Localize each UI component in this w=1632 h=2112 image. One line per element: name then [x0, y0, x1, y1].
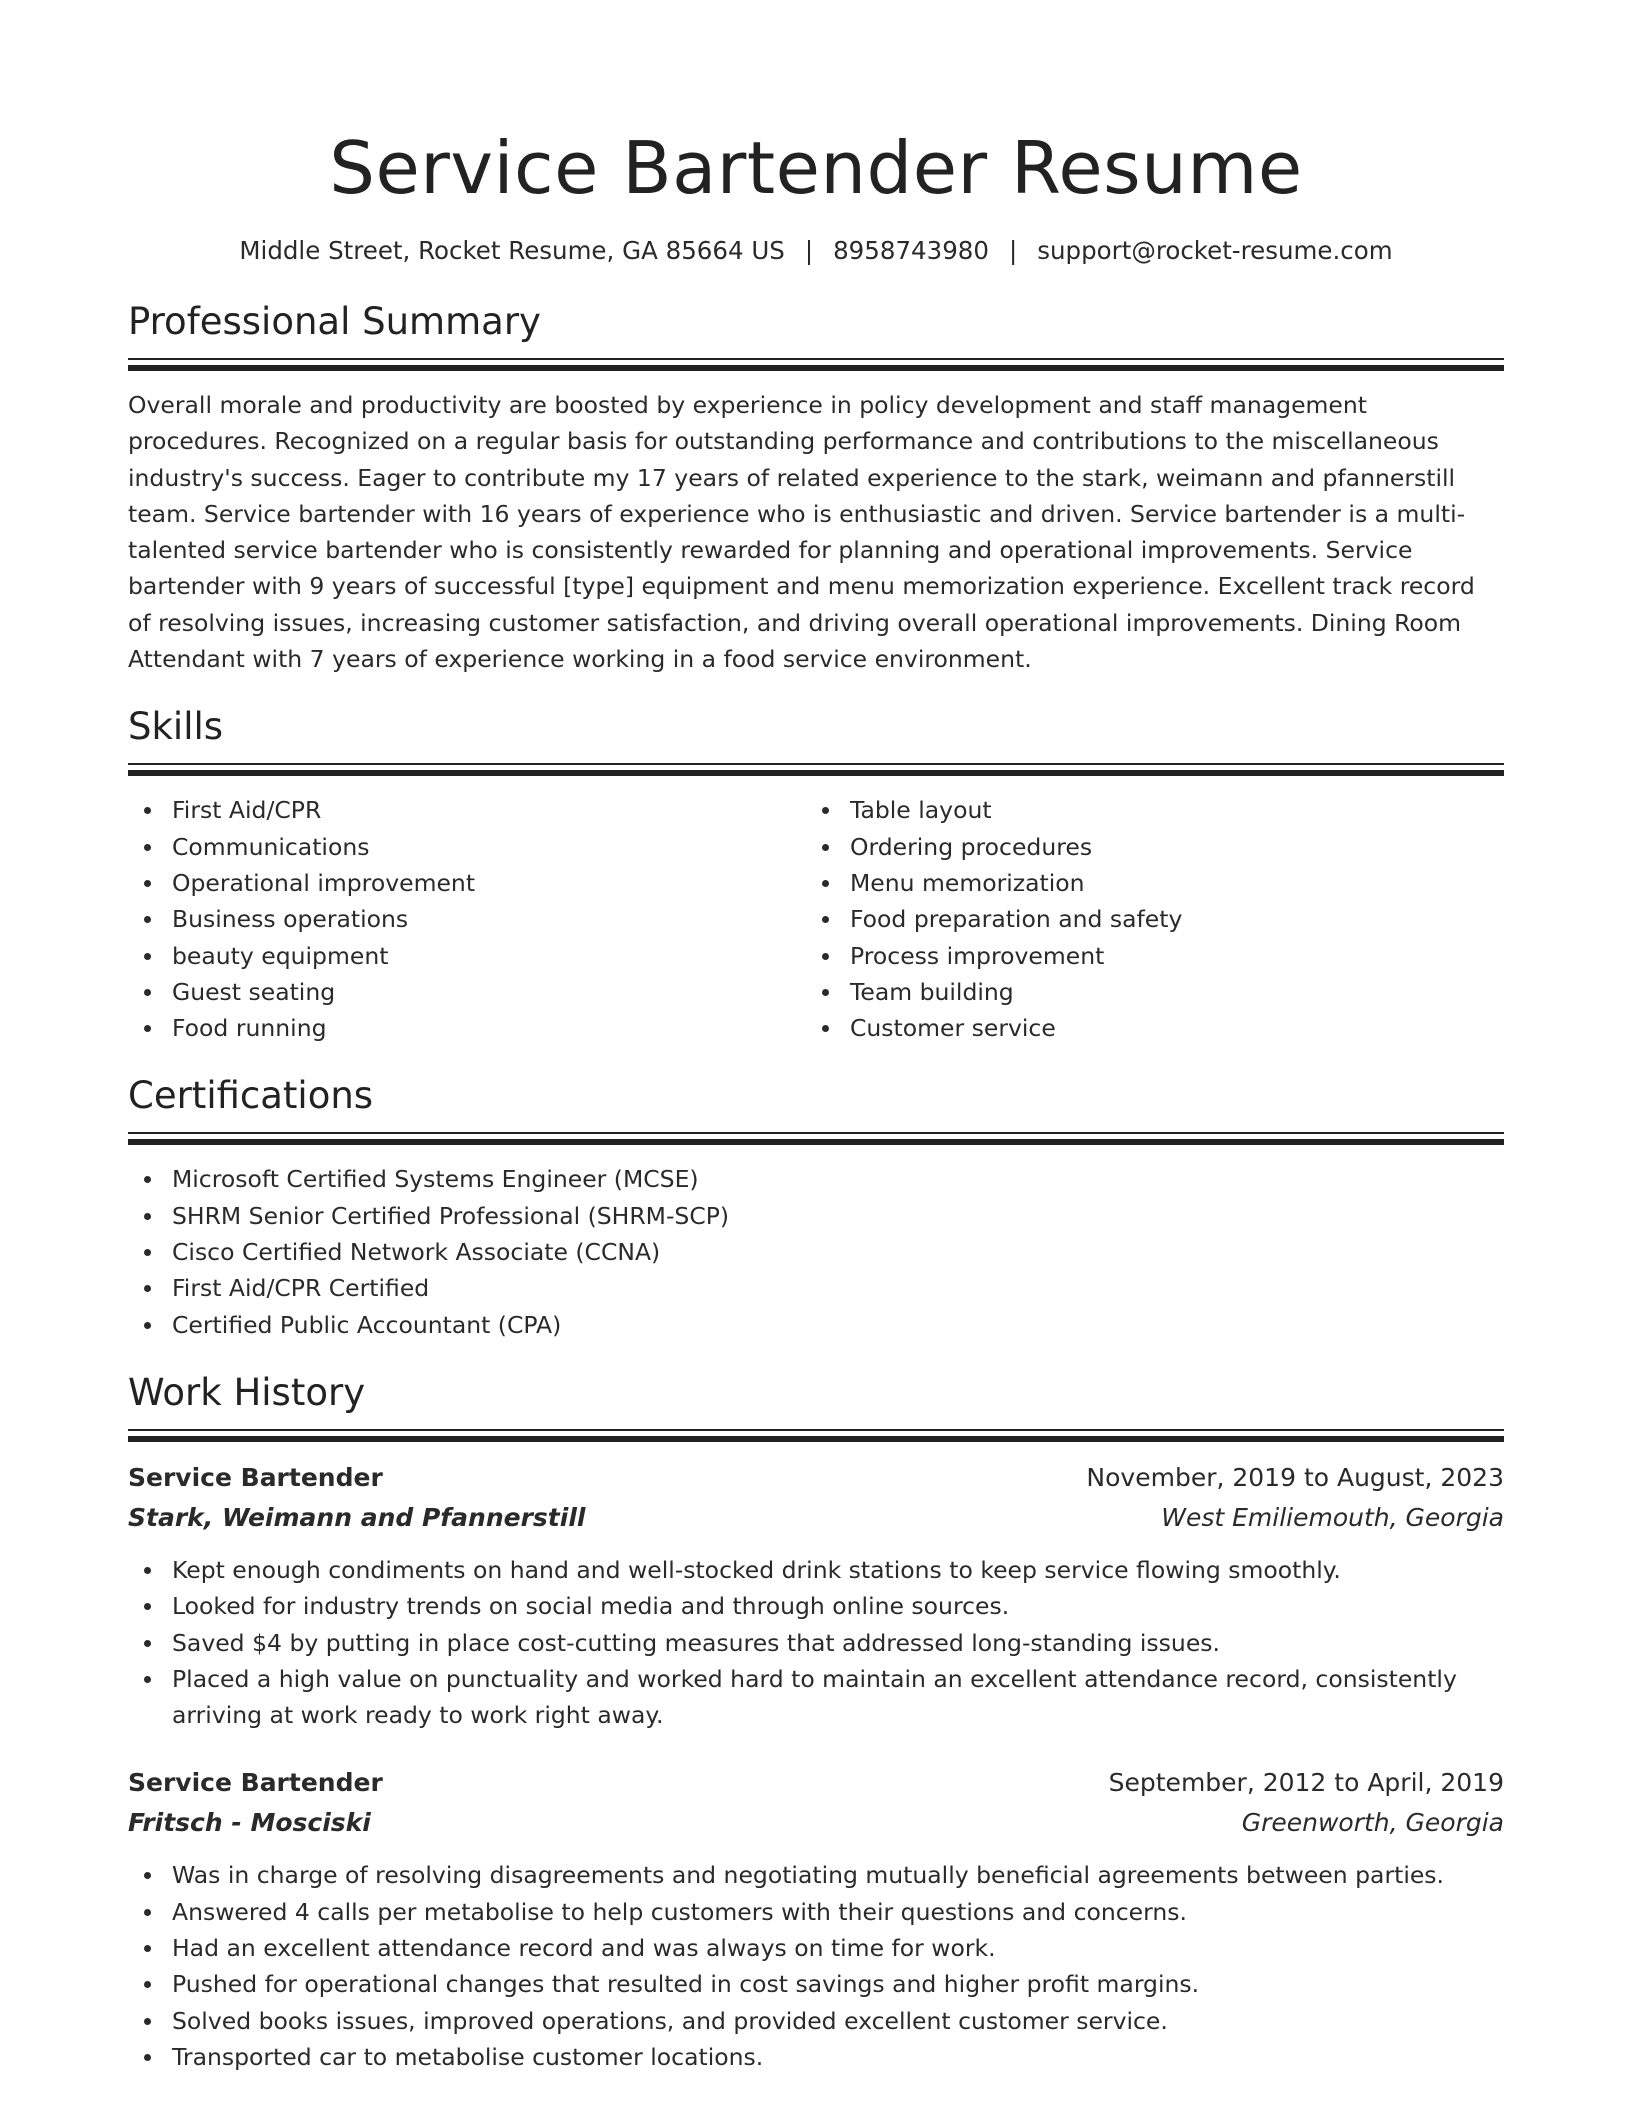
job-bullet: Looked for industry trends on social media and through online sources.: [128, 1588, 1504, 1624]
job-bullet: Solved books issues, improved operations, and provided excellent customer service.: [128, 2003, 1504, 2039]
job-title: Service Bartender: [128, 1768, 383, 1798]
certification-item: Microsoft Certified Systems Engineer (MCSE): [128, 1161, 1504, 1197]
job-title: Service Bartender: [128, 1462, 383, 1492]
skills-list-left: [128, 792, 806, 1046]
job-dates: November, 2019 to August, 2023: [1086, 1462, 1504, 1492]
work-history-heading: Work History: [128, 1370, 366, 1414]
job-dates: September, 2012 to April, 2019: [1108, 1768, 1504, 1798]
job-bullet: Had an excellent attendance record and was always on time for work.: [128, 1930, 1504, 1966]
work-history-section: [128, 1369, 1504, 2075]
summary-heading: Professional Summary: [128, 300, 541, 343]
certifications-heading: Certifications: [128, 1074, 374, 1118]
skill-item: Process improvement: [806, 938, 1484, 974]
resume-title: Service Bartender Resume: [329, 126, 1303, 210]
contact-separator: |: [1008, 236, 1018, 265]
skill-item: Menu memorization: [806, 865, 1484, 901]
skills-grid: [128, 792, 1504, 1046]
job-company-row: [128, 1803, 1504, 1843]
skill-item: Food preparation and safety: [806, 901, 1484, 937]
job-bullets: [128, 1857, 1504, 2075]
job-bullet: Answered 4 calls per metabolise to help customers with their questions and concerns.: [128, 1894, 1504, 1930]
section-divider: [128, 358, 1504, 371]
section-divider: [128, 1429, 1504, 1442]
job-bullet: Pushed for operational changes that resulted in cost savings and higher profit margins.: [128, 1966, 1504, 2002]
certifications-section: [128, 1072, 1504, 1342]
skill-item: Food running: [128, 1010, 806, 1046]
summary-section: [128, 298, 1504, 677]
job-location: West Emiliemouth, Georgia: [1161, 1502, 1504, 1532]
job-bullet: Transported car to metabolise customer locations.: [128, 2039, 1504, 2075]
skill-item: Table layout: [806, 792, 1484, 828]
section-divider: [128, 763, 1504, 776]
skills-list-right: [806, 792, 1484, 1046]
job-header-row: [128, 1763, 1504, 1803]
job-company: Fritsch - Mosciski: [128, 1808, 371, 1838]
section-divider: [128, 1132, 1504, 1145]
skill-item: Communications: [128, 829, 806, 865]
summary-text: Overall morale and productivity are boosted by experience in policy development and staff management procedures. Recognized on a regular basis for outstanding performance and contributions to the miscellaneous industry's success. Eager to contribute my 17 years of related experience to the stark, weimann and pfannerstill team. Service bartender with 16 years of experience who is enthusiastic and driven. Service bartender is a multi-talented service bartender who is consistently rewarded for planning and operational improvements. Service bartender with 9 years of successful [type] equipment and menu memorization experience. Excellent track record of resolving issues, increasing customer satisfaction, and driving overall operational improvements. Dining Room Attendant with 7 years of experience working in a food service environment.: [128, 391, 1475, 674]
job-bullet: Saved $4 by putting in place cost-cutting measures that addressed long-standing issues.: [128, 1625, 1504, 1661]
contact-separator: |: [804, 236, 814, 265]
job-entry: [128, 1763, 1504, 2075]
job-location: Greenworth, Georgia: [1241, 1808, 1504, 1838]
skill-item: Business operations: [128, 901, 806, 937]
certification-item: SHRM Senior Certified Professional (SHRM-SCP): [128, 1198, 1504, 1234]
skills-heading: Skills: [128, 705, 224, 749]
job-bullet: Kept enough condiments on hand and well-stocked drink stations to keep service flowing smoothly.: [128, 1552, 1504, 1588]
contact-phone: 8958743980: [833, 236, 989, 265]
job-header-row: [128, 1458, 1504, 1498]
certifications-list: [128, 1161, 1504, 1342]
certification-item: Cisco Certified Network Associate (CCNA): [128, 1234, 1504, 1270]
skill-item: Operational improvement: [128, 865, 806, 901]
skill-item: First Aid/CPR: [128, 792, 806, 828]
skill-item: Guest seating: [128, 974, 806, 1010]
job-company: Stark, Weimann and Pfannerstill: [128, 1502, 586, 1532]
skill-item: beauty equipment: [128, 938, 806, 974]
certification-item: First Aid/CPR Certified: [128, 1270, 1504, 1306]
certification-item: Certified Public Accountant (CPA): [128, 1307, 1504, 1343]
job-bullet: Placed a high value on punctuality and worked hard to maintain an excellent attendance record, consistently arriving at work ready to work right away.: [128, 1661, 1504, 1734]
skill-item: Team building: [806, 974, 1484, 1010]
contact-email: support@rocket-resume.com: [1037, 236, 1393, 265]
skills-section: [128, 703, 1504, 1046]
job-bullet: Was in charge of resolving disagreements and negotiating mutually beneficial agreements between parties.: [128, 1857, 1504, 1893]
job-bullets: [128, 1552, 1504, 1733]
contact-line: [128, 234, 1504, 268]
job-entry: [128, 1458, 1504, 1733]
skill-item: Customer service: [806, 1010, 1484, 1046]
skill-item: Ordering procedures: [806, 829, 1484, 865]
contact-address: Middle Street, Rocket Resume, GA 85664 US: [239, 236, 785, 265]
job-company-row: [128, 1498, 1504, 1538]
